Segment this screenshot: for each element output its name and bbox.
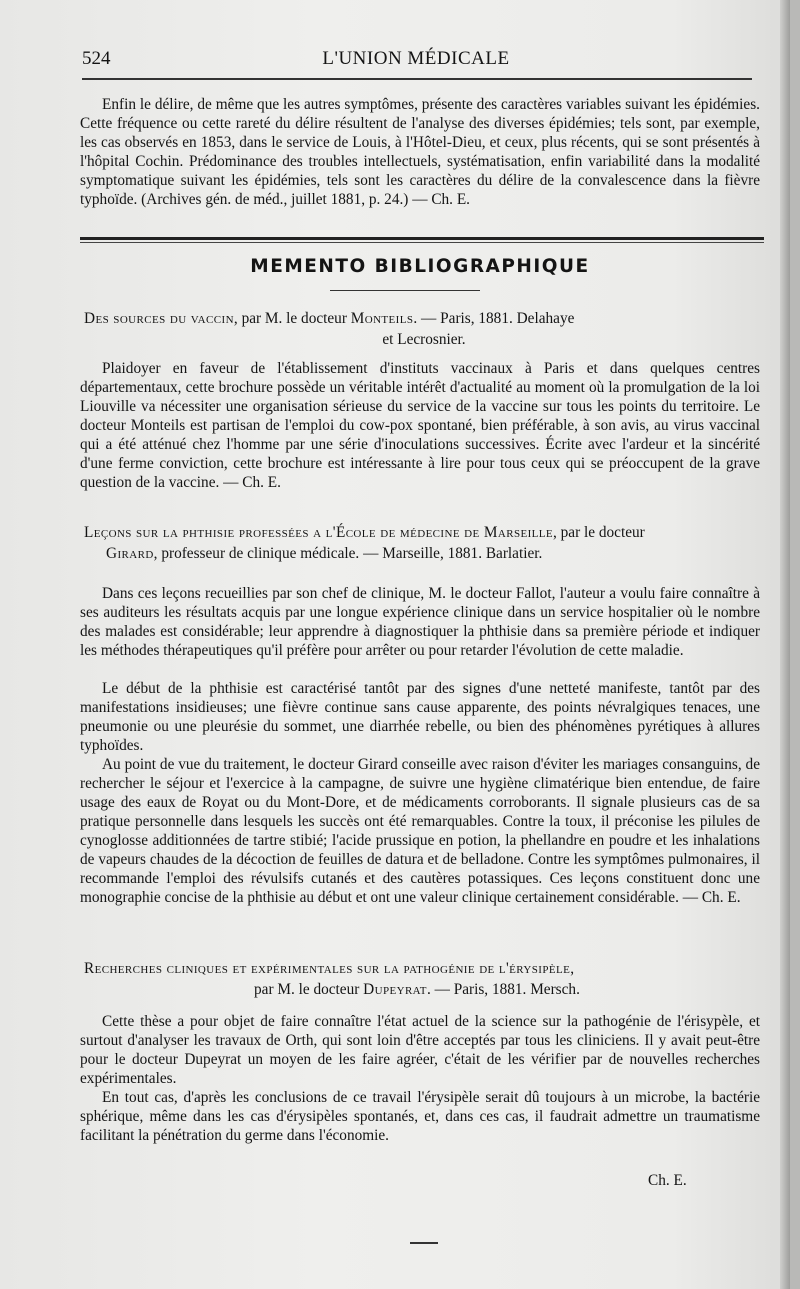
entry-title (84, 308, 764, 350)
entry-paragraph: Plaidoyer en faveur de l'établissement d'instituts vaccinaux à Paris et dans quelques centres départementaux, cette brochure possède un véritable intérêt d'actualité au moment où la promulgation de la loi Liouville va nécessiter une organisation sérieuse du service de la vaccine sur tous les points du territoire. Le docteur Monteils est partisan de l'emploi du cow-pox spontané, bien préférable, à son avis, au virus vaccinal qui a été atténué chez l'homme par une série d'inoculations successives. Écrite avec l'ardeur et la sincérité d'une ferme conviction, cette brochure est intéressante à lire pour tous ceux qui se préoccupent de la grave question de la vaccine. — Ch. E. (80, 360, 760, 491)
section-heading: MEMENTO BIBLIOGRAPHIQUE (250, 256, 590, 277)
entry-title-line2: et Lecrosnier. (382, 331, 466, 348)
end-rule (410, 1242, 438, 1244)
entry-paragraph: Le début de la phthisie est caractérisé tantôt par des signes d'une netteté manifeste, tantôt par des manifestations insidieuses; une fièvre continue sans cause apparente, des points névralgiques tenaces, une pneumonie ou une pleurésie du sommet, une diarrhée rebelle, ou bien des phénomènes pyrétiques à allures typhoïdes. (80, 680, 760, 754)
entry-publisher: . — Paris, 1881. Mersch. (426, 981, 580, 998)
entry-title (84, 958, 764, 1000)
running-title: L'UNION MÉDICALE (322, 48, 510, 69)
entry-title-mid: , par M. le docteur (233, 310, 351, 327)
entry-title-main: Recherches cliniques et expérimentales sur la pathogénie de l'érysipèle, (84, 960, 575, 977)
entry-author: Girard (106, 545, 154, 562)
page-number: 524 (82, 48, 111, 69)
entry-title-main: Leçons sur la phthisie professées a l'École de médecine de Marseille (84, 524, 553, 541)
intro-paragraph: Enfin le délire, de même que les autres symptômes, présente des caractères variables suivant les épidémies. Cette fréquence ou cette rareté du délire résultent de l'analyse des diverses épidémies; tels sont, par exemple, les cas observés en 1853, dans le service de Louis, à l'Hôtel-Dieu, et ceux, plus récents, qui se sont présentés à l'hôpital Cochin. Prédominance des troubles intellectuels, systématisation, enfin variabilité dans la modalité symptomatique suivant les épidémies, tels sont les caractères du délire de la convalescence dans la fièvre typhoïde. (Archives gén. de méd., juillet 1881, p. 24.) — Ch. E. (80, 96, 760, 208)
entry-title-mid: , par le docteur (553, 524, 645, 541)
signature: Ch. E. (648, 1172, 687, 1189)
header-rule (82, 78, 752, 80)
entry-publisher: , professeur de clinique médicale. — Marseille, 1881. Barlatier. (153, 545, 543, 562)
entry-author: Monteils (350, 310, 414, 327)
entry-author: Dupeyrat (363, 981, 427, 998)
entry-title-mid: par M. le docteur (254, 981, 364, 998)
entry-paragraph: Cette thèse a pour objet de faire connaître l'état actuel de la science sur la pathogénie de l'érisypèle, et surtout d'analyser les travaux de Orth, qui sont loin d'être acceptés par tous les cliniciens. Il y avait peut-être pour le docteur Dupeyrat un moyen de les faire agréer, c'était de les vérifier par de nouvelles recherches expérimentales. (80, 1013, 760, 1087)
entry-publisher: . — Paris, 1881. Delahaye (413, 310, 575, 327)
heading-underline (330, 290, 480, 291)
page-header (82, 48, 750, 74)
page-edge (780, 0, 790, 1289)
entry-title-main: Des sources du vaccin (84, 310, 234, 327)
entry-paragraph: En tout cas, d'après les conclusions de ce travail l'érysipèle serait dû toujours à un microbe, la bactérie sphérique, même dans les cas d'érysipèles spontanés, et, dans ces cas, il faudrait admettre un traumatisme facilitant la pénétration du germe dans l'économie. (80, 1089, 760, 1144)
section-divider (80, 237, 764, 243)
entry-paragraph: Au point de vue du traitement, le docteur Girard conseille avec raison d'éviter les mariages consanguins, de rechercher le séjour et l'exercice à la campagne, de suivre une hygiène climatérique bien entendue, de faire usage des eaux de Royat ou du Mont-Dore, et de médicaments corroborants. Il signale plusieurs cas de sa pratique personnelle dans lesquels les succès ont été remarquables. Contre la toux, il préconise les pilules de cynoglosse additionnées de tartre stibié; l'acide prussique en potion, la phellandre en poudre et les inhalations de vapeurs chaudes de la décoction de feuilles de datura et de belladone. Contre les symptômes pulmonaires, il recommande l'emploi des révulsifs cutanés et des cautères potassiques. Ces leçons constituent donc une monographie concise de la phthisie au début et ont une valeur clinique certainement considérable. — Ch. E. (80, 756, 760, 906)
entry-paragraph: Dans ces leçons recueillies par son chef de clinique, M. le docteur Fallot, l'auteur a voulu faire connaître à ses auditeurs les résultats acquis par une longue expérience clinique dans un service hospitalier où le nombre des malades est considérable; leur apprendre à diagnostiquer la phthisie dans sa première période et indiquer les méthodes thérapeutiques qu'il préfère pour arrêter ou pour retarder l'évolution de cette maladie. (80, 585, 760, 659)
entry-title (84, 522, 764, 564)
